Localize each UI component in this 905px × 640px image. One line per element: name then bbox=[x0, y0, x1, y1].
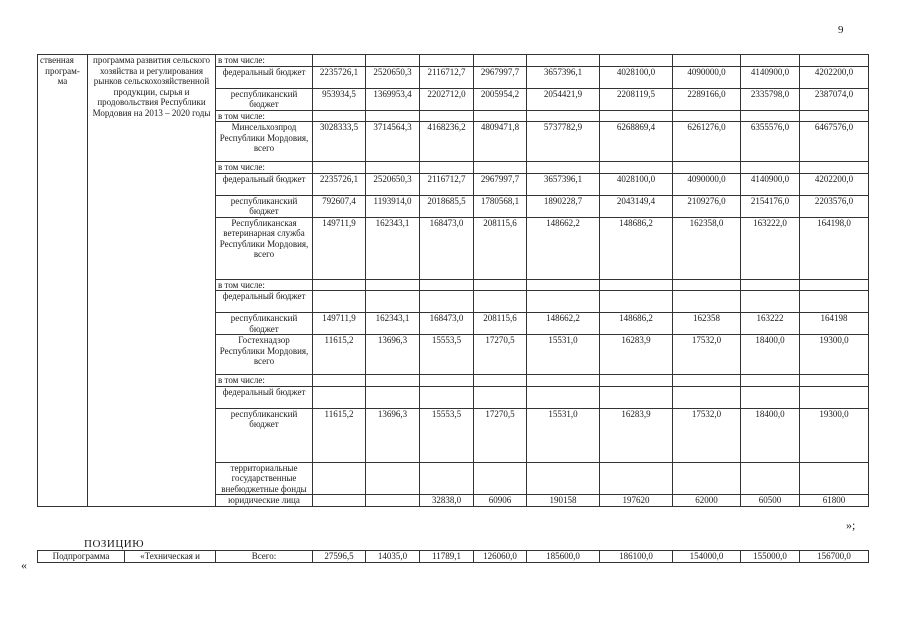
value-cell: 2116712,7 bbox=[420, 66, 474, 88]
value-cell bbox=[673, 386, 741, 408]
position-value-cell: 185600,0 bbox=[527, 551, 600, 563]
value-cell: 2967997,7 bbox=[474, 173, 527, 195]
value-cell: 32838,0 bbox=[420, 495, 474, 507]
value-cell bbox=[741, 110, 800, 122]
value-cell: 164198 bbox=[800, 313, 869, 335]
value-cell: 15553,5 bbox=[420, 335, 474, 375]
position-value-cell: 156700,0 bbox=[800, 551, 869, 563]
table-row bbox=[38, 55, 869, 67]
value-cell: 18400,0 bbox=[741, 408, 800, 462]
value-cell bbox=[600, 462, 673, 495]
value-cell bbox=[600, 55, 673, 67]
row-label: территориальные государственные внебюджетные фонды bbox=[216, 462, 313, 495]
value-cell bbox=[600, 162, 673, 174]
value-cell bbox=[420, 386, 474, 408]
value-cell bbox=[313, 110, 366, 122]
program-status-cell bbox=[38, 55, 88, 507]
value-cell: 2054421,9 bbox=[527, 88, 600, 110]
position-value-cell: 126060,0 bbox=[474, 551, 527, 563]
value-cell: 13696,3 bbox=[366, 408, 420, 462]
value-cell: 2387074,0 bbox=[800, 88, 869, 110]
value-cell bbox=[527, 110, 600, 122]
value-cell bbox=[313, 162, 366, 174]
row-label: в том числе: bbox=[216, 279, 313, 291]
value-cell: 162358 bbox=[673, 313, 741, 335]
value-cell bbox=[800, 462, 869, 495]
value-cell bbox=[673, 375, 741, 387]
position-row bbox=[38, 551, 869, 563]
value-cell: 60500 bbox=[741, 495, 800, 507]
value-cell bbox=[366, 291, 420, 313]
value-cell: 4809471,8 bbox=[474, 122, 527, 162]
value-cell bbox=[420, 279, 474, 291]
value-cell: 15531,0 bbox=[527, 408, 600, 462]
value-cell: 4140900,0 bbox=[741, 173, 800, 195]
value-cell bbox=[313, 462, 366, 495]
value-cell bbox=[420, 110, 474, 122]
program-status-line: ственная bbox=[40, 55, 74, 65]
value-cell: 2289166,0 bbox=[673, 88, 741, 110]
value-cell: 2018685,5 bbox=[420, 195, 474, 217]
value-cell: 19300,0 bbox=[800, 335, 869, 375]
value-cell: 2235726,1 bbox=[313, 173, 366, 195]
row-label: Минсельхозпрод Республики Мордовия, всего bbox=[216, 122, 313, 162]
value-cell: 4168236,2 bbox=[420, 122, 474, 162]
value-cell: 148662,2 bbox=[527, 313, 600, 335]
value-cell: 1369953,4 bbox=[366, 88, 420, 110]
value-cell: 148686,2 bbox=[600, 313, 673, 335]
position-type-cell: Подпрограмма bbox=[38, 551, 125, 563]
value-cell bbox=[800, 55, 869, 67]
value-cell: 164198,0 bbox=[800, 217, 869, 279]
value-cell: 16283,9 bbox=[600, 335, 673, 375]
position-value-cell: 11789,1 bbox=[420, 551, 474, 563]
value-cell bbox=[420, 291, 474, 313]
value-cell: 208115,6 bbox=[474, 217, 527, 279]
value-cell bbox=[420, 55, 474, 67]
value-cell: 1780568,1 bbox=[474, 195, 527, 217]
value-cell bbox=[741, 55, 800, 67]
value-cell: 2005954,2 bbox=[474, 88, 527, 110]
value-cell bbox=[527, 162, 600, 174]
value-cell: 2520650,3 bbox=[366, 66, 420, 88]
row-label: федеральный бюджет bbox=[216, 291, 313, 313]
value-cell bbox=[800, 291, 869, 313]
value-cell: 2208119,5 bbox=[600, 88, 673, 110]
section-heading: ПОЗИЦИЮ bbox=[84, 538, 145, 550]
value-cell: 2109276,0 bbox=[673, 195, 741, 217]
value-cell bbox=[527, 291, 600, 313]
value-cell bbox=[800, 375, 869, 387]
value-cell: 13696,3 bbox=[366, 335, 420, 375]
position-table bbox=[37, 550, 869, 563]
value-cell: 162343,1 bbox=[366, 217, 420, 279]
position-value-cell: 155000,0 bbox=[741, 551, 800, 563]
value-cell bbox=[800, 162, 869, 174]
value-cell: 17270,5 bbox=[474, 335, 527, 375]
value-cell bbox=[527, 279, 600, 291]
row-label: федеральный бюджет bbox=[216, 173, 313, 195]
value-cell bbox=[673, 162, 741, 174]
value-cell bbox=[313, 291, 366, 313]
value-cell bbox=[313, 495, 366, 507]
value-cell bbox=[741, 291, 800, 313]
value-cell: 6268869,4 bbox=[600, 122, 673, 162]
row-label: республиканский бюджет bbox=[216, 408, 313, 462]
row-label: Республиканская ветеринарная служба Республики Мордовия, всего bbox=[216, 217, 313, 279]
value-cell: 163222 bbox=[741, 313, 800, 335]
value-cell: 2967997,7 bbox=[474, 66, 527, 88]
value-cell bbox=[600, 110, 673, 122]
value-cell bbox=[474, 386, 527, 408]
value-cell bbox=[600, 291, 673, 313]
value-cell bbox=[800, 279, 869, 291]
row-label: юридические лица bbox=[216, 495, 313, 507]
position-value-cell: 186100,0 bbox=[600, 551, 673, 563]
value-cell bbox=[800, 110, 869, 122]
value-cell: 2202712,0 bbox=[420, 88, 474, 110]
row-label: федеральный бюджет bbox=[216, 66, 313, 88]
value-cell: 4202200,0 bbox=[800, 66, 869, 88]
closing-mark: »; bbox=[846, 518, 856, 532]
value-cell: 3714564,3 bbox=[366, 122, 420, 162]
position-name-cell: «Техническая и bbox=[125, 551, 216, 563]
value-cell: 162358,0 bbox=[673, 217, 741, 279]
row-label: республиканский бюджет bbox=[216, 195, 313, 217]
value-cell bbox=[600, 279, 673, 291]
value-cell: 6355576,0 bbox=[741, 122, 800, 162]
value-cell: 15531,0 bbox=[527, 335, 600, 375]
value-cell bbox=[741, 162, 800, 174]
value-cell bbox=[474, 279, 527, 291]
value-cell: 208115,6 bbox=[474, 313, 527, 335]
value-cell bbox=[366, 110, 420, 122]
program-status-line: ма bbox=[57, 76, 68, 86]
value-cell bbox=[420, 375, 474, 387]
value-cell bbox=[313, 386, 366, 408]
value-cell bbox=[313, 279, 366, 291]
value-cell: 4090000,0 bbox=[673, 173, 741, 195]
value-cell bbox=[313, 375, 366, 387]
value-cell bbox=[741, 375, 800, 387]
value-cell: 17532,0 bbox=[673, 408, 741, 462]
value-cell: 2154176,0 bbox=[741, 195, 800, 217]
value-cell: 1890228,7 bbox=[527, 195, 600, 217]
value-cell: 163222,0 bbox=[741, 217, 800, 279]
value-cell: 4028100,0 bbox=[600, 173, 673, 195]
value-cell: 11615,2 bbox=[313, 335, 366, 375]
value-cell: 18400,0 bbox=[741, 335, 800, 375]
value-cell bbox=[600, 386, 673, 408]
value-cell bbox=[420, 462, 474, 495]
value-cell bbox=[313, 55, 366, 67]
value-cell bbox=[366, 162, 420, 174]
value-cell bbox=[366, 55, 420, 67]
value-cell bbox=[366, 386, 420, 408]
value-cell: 19300,0 bbox=[800, 408, 869, 462]
position-value-cell: 27596,5 bbox=[313, 551, 366, 563]
value-cell bbox=[366, 462, 420, 495]
value-cell: 2203576,0 bbox=[800, 195, 869, 217]
value-cell: 3657396,1 bbox=[527, 66, 600, 88]
page-number: 9 bbox=[838, 24, 844, 36]
value-cell: 2335798,0 bbox=[741, 88, 800, 110]
value-cell bbox=[474, 110, 527, 122]
value-cell bbox=[673, 291, 741, 313]
value-cell: 2043149,4 bbox=[600, 195, 673, 217]
value-cell: 148662,2 bbox=[527, 217, 600, 279]
value-cell: 168473,0 bbox=[420, 313, 474, 335]
row-label: в том числе: bbox=[216, 375, 313, 387]
value-cell bbox=[741, 386, 800, 408]
value-cell: 2116712,7 bbox=[420, 173, 474, 195]
value-cell bbox=[673, 55, 741, 67]
value-cell bbox=[800, 386, 869, 408]
value-cell: 15553,5 bbox=[420, 408, 474, 462]
value-cell: 168473,0 bbox=[420, 217, 474, 279]
row-label: в том числе: bbox=[216, 55, 313, 67]
row-label: республиканский бюджет bbox=[216, 88, 313, 110]
value-cell: 3657396,1 bbox=[527, 173, 600, 195]
value-cell: 2520650,3 bbox=[366, 173, 420, 195]
value-cell bbox=[474, 291, 527, 313]
value-cell: 197620 bbox=[600, 495, 673, 507]
value-cell bbox=[420, 162, 474, 174]
value-cell bbox=[673, 462, 741, 495]
value-cell: 190158 bbox=[527, 495, 600, 507]
value-cell: 4202200,0 bbox=[800, 173, 869, 195]
value-cell: 11615,2 bbox=[313, 408, 366, 462]
value-cell bbox=[366, 495, 420, 507]
value-cell: 162343,1 bbox=[366, 313, 420, 335]
position-total-label: Всего: bbox=[216, 551, 313, 563]
value-cell bbox=[366, 279, 420, 291]
row-label: в том числе: bbox=[216, 162, 313, 174]
value-cell bbox=[741, 462, 800, 495]
position-value-cell: 154000,0 bbox=[673, 551, 741, 563]
value-cell bbox=[527, 386, 600, 408]
value-cell: 149711,9 bbox=[313, 217, 366, 279]
value-cell: 149711,9 bbox=[313, 313, 366, 335]
value-cell: 4140900,0 bbox=[741, 66, 800, 88]
value-cell: 60906 bbox=[474, 495, 527, 507]
position-value-cell: 14035,0 bbox=[366, 551, 420, 563]
value-cell: 62000 bbox=[673, 495, 741, 507]
value-cell bbox=[527, 462, 600, 495]
value-cell bbox=[527, 55, 600, 67]
program-funding-table bbox=[37, 54, 869, 507]
value-cell bbox=[600, 375, 673, 387]
value-cell: 4028100,0 bbox=[600, 66, 673, 88]
value-cell: 2235726,1 bbox=[313, 66, 366, 88]
value-cell bbox=[527, 375, 600, 387]
value-cell bbox=[474, 55, 527, 67]
value-cell: 6467576,0 bbox=[800, 122, 869, 162]
value-cell bbox=[741, 279, 800, 291]
program-name-cell: программа развития сельского хозяйства и регулирования рынков сельскохозяйственной продукции, сырья и продовольствия Республики Мордовия на 2013 – 2020 годы bbox=[88, 55, 216, 507]
value-cell: 16283,9 bbox=[600, 408, 673, 462]
value-cell bbox=[474, 375, 527, 387]
value-cell: 17532,0 bbox=[673, 335, 741, 375]
value-cell bbox=[673, 279, 741, 291]
value-cell bbox=[366, 375, 420, 387]
value-cell: 1193914,0 bbox=[366, 195, 420, 217]
value-cell: 61800 bbox=[800, 495, 869, 507]
row-label: Гостехнадзор Республики Мордовия, всего bbox=[216, 335, 313, 375]
value-cell: 6261276,0 bbox=[673, 122, 741, 162]
row-label: федеральный бюджет bbox=[216, 386, 313, 408]
value-cell bbox=[673, 110, 741, 122]
value-cell: 792607,4 bbox=[313, 195, 366, 217]
program-status-line: програм- bbox=[45, 65, 80, 76]
value-cell: 17270,5 bbox=[474, 408, 527, 462]
value-cell: 3028333,5 bbox=[313, 122, 366, 162]
value-cell: 953934,5 bbox=[313, 88, 366, 110]
value-cell: 4090000,0 bbox=[673, 66, 741, 88]
row-label: республиканский бюджет bbox=[216, 313, 313, 335]
opening-quote: « bbox=[21, 558, 27, 572]
value-cell bbox=[474, 162, 527, 174]
value-cell: 5737782,9 bbox=[527, 122, 600, 162]
value-cell bbox=[474, 462, 527, 495]
row-label: в том числе: bbox=[216, 110, 313, 122]
value-cell: 148686,2 bbox=[600, 217, 673, 279]
